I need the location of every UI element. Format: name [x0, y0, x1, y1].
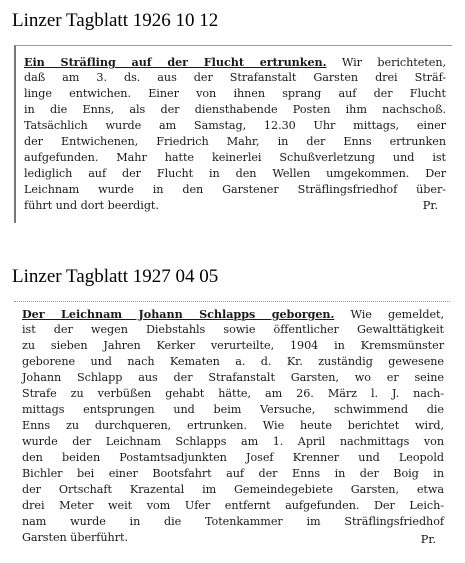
clipping-1-article — [14, 45, 452, 223]
clipping-2-line: der Ortschaft Krazental im Gemeindegebiete Garsten, etwa — [22, 483, 444, 496]
clipping-2-first-line-text: Wie gemeldet, — [350, 308, 444, 321]
clipping-2-headline: Der Leichnam Johann Schlapps geborgen. — [22, 307, 335, 321]
clipping-1-headline: Ein Sträfling auf der Flucht ertrunken. — [24, 55, 327, 69]
clipping-1-signature: Pr. — [422, 199, 438, 212]
clipping-2-line: den beiden Postamtsadjunkten Josef Krenner und Leopold — [22, 451, 444, 464]
clipping-1-first-line-text: Wir berichteten, — [341, 56, 446, 69]
clipping-2-source-heading: Linzer Tagblatt 1927 04 05 — [12, 266, 219, 287]
clipping-1-line: aufgefunden. Mahr hatte keinerlei Schußverletzung und ist — [24, 151, 446, 164]
clipping-1-line: lediglich auf der Flucht in den Wellen umgekommen. Der — [24, 167, 446, 180]
clipping-2-signature: Pr. — [420, 533, 436, 546]
clipping-2-line: zu sieben Jahren Kerker verurteilte, 1904 in Kremsmünster — [22, 339, 444, 352]
clipping-1-source-heading: Linzer Tagblatt 1926 10 12 — [12, 10, 219, 31]
clipping-2-line: mittags entsprungen und beim Versuche, schwimmend die — [22, 403, 444, 416]
clipping-2-line: geborene und nach Kematen a. d. Kr. zuständig gewesene — [22, 355, 444, 368]
clipping-2-line: Enns zu durchqueren, ertrunken. Wie heute berichtet wird, — [22, 419, 444, 432]
clipping-1-line: der Entwichenen, Friedrich Mahr, in der Enns ertrunken — [24, 135, 446, 148]
clipping-2-line: Strafe zu verbüßen gehabt hätte, am 26. März l. J. nach- — [22, 387, 444, 400]
clipping-1-last-line: führt und dort beerdigt. — [24, 199, 159, 212]
clipping-2-first-line — [22, 306, 444, 323]
clipping-2-article — [14, 301, 450, 554]
clipping-2-line: Johann Schlapp aus der Strafanstalt Garsten, wo er seine — [22, 371, 444, 384]
clipping-1-first-line — [24, 54, 446, 71]
clipping-1-line: in die Enns, als der diensthabende Posten ihm nachschoß. — [24, 103, 446, 116]
clipping-2-line: ist der wegen Diebstahls sowie öffentlicher Gewalttätigkeit — [22, 323, 444, 336]
clipping-1-line: Tatsächlich wurde am Samstag, 12.30 Uhr mittags, einer — [24, 119, 446, 132]
clipping-1-line: Leichnam wurde in den Garstener Sträflingsfriedhof über- — [24, 183, 446, 196]
clipping-2-line: wurde der Leichnam Schlapps am 1. April nachmittags von — [22, 435, 444, 448]
clipping-2-last-line: Garsten überführt. — [22, 531, 128, 544]
clipping-2-line: nam wurde in die Totenkammer im Sträflingsfriedhof — [22, 515, 444, 528]
clipping-1-line: daß am 3. ds. aus der Strafanstalt Garsten drei Sträf- — [24, 71, 446, 84]
clipping-1-line: linge entwichen. Einer von ihnen sprang auf der Flucht — [24, 87, 446, 100]
clipping-2-line: Bichler bei einer Bootsfahrt auf der Enns in der Boig in — [22, 467, 444, 480]
clipping-2-line: drei Meter weit vom Ufer entfernt aufgefunden. Der Leich- — [22, 499, 444, 512]
